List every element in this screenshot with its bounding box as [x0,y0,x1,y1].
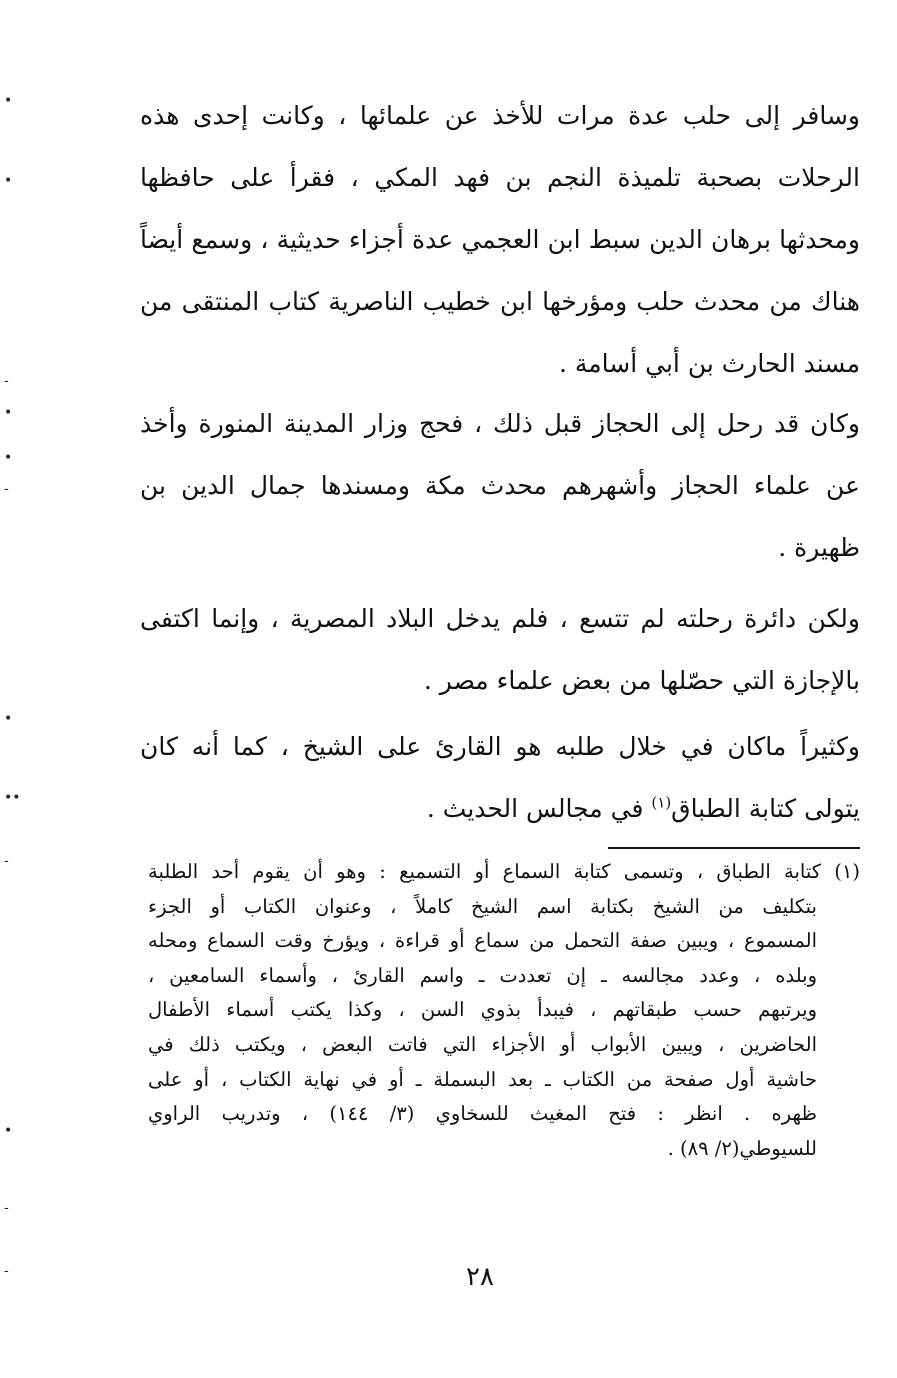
footnote-separator [608,847,860,849]
scan-mark: - [4,1263,9,1279]
scan-mark: • [4,173,13,189]
paragraph-line: ظهيرة . [778,533,860,562]
paragraph-line: وسافر إلى حلب عدة مرات للأخذ عن علمائها ، وكانت إحدى هذه [140,101,860,130]
scan-mark: •• [4,790,21,806]
paragraph-line: عن علماء الحجاز وأشهرهم محدث مكة ومسندها جمال الدين بن [140,471,860,500]
paragraph-line: مسند الحارث بن أبي أسامة . [558,349,860,378]
footnote-line: المسموع ، ويبين صفة التحمل من سماع أو قراءة ، ويؤرخ وقت السماع ومحله [148,929,817,953]
footnote-line: وبلده ، وعدد مجالسه ـ إن تعددت ـ واسم القارئ ، وأسماء السامعين ، [148,963,817,987]
footnote [148,855,860,1166]
scan-mark: • [4,711,13,727]
scan-mark: - [4,373,9,389]
paragraph-line: الرحلات بصحبة تلميذة النجم بن فهد المكي ، فقرأ على حافظها [140,163,860,192]
footnote-line: الحاضرين ، ويبين الأبواب أو الأجزاء التي فاتت البعض ، ويكتب ذلك في [148,1032,817,1056]
scan-mark: • [4,93,13,109]
scan-mark: • [4,450,13,466]
footnote-line: ظهره . انظر : فتح المغيث للسخاوي (٣/ ١٤٤) ، وتدريب الراوي [148,1102,817,1126]
footnote-line: ويرتبهم حسب طبقاتهم ، فيبدأ بذوي السن ، وكذا يكتب أسماء الأطفال [148,998,817,1022]
paragraph-line: ولكن دائرة رحلته لم تتسع ، فلم يدخل البلاد المصرية ، وإنما اكتفى [140,604,860,633]
paragraph-2 [140,393,860,579]
paragraph-1 [140,85,860,395]
footnote-line: حاشية أول صفحة من الكتاب ـ بعد البسملة ـ أو في نهاية الكتاب ، أو على [148,1067,817,1091]
paragraph-4 [140,716,860,840]
scan-mark: • [4,405,13,421]
paragraph-line: وكثيراً ماكان في خلال طلبه هو القارئ على الشيخ ، كما أنه كان [140,732,860,761]
paragraph-line: بالإجازة التي حصّلها من بعض علماء مصر . [423,666,860,695]
page-number: ٢٨ [466,1262,494,1292]
footnote-reference[interactable]: (١) [651,793,672,812]
paragraph-line [140,778,860,840]
scan-mark: - [4,1200,9,1216]
scan-mark: - [4,481,9,497]
paragraph-text: يتولى كتابة الطباق [671,794,860,823]
footnote-line: (١) كتابة الطباق ، وتسمى كتابة السماع أو التسميع : وهو أن يقوم أحد الطلبة [148,860,860,883]
footnote-line: بتكليف من الشيخ بكتابة اسم الشيخ كاملاً ، وعنوان الكتاب أو الجزء [148,894,817,918]
paragraph-line: ومحدثها برهان الدين سبط ابن العجمي عدة أجزاء حديثية ، وسمع أيضاً [140,225,860,254]
paragraph-line: وكان قد رحل إلى الحجاز قبل ذلك ، فحج وزار المدينة المنورة وأخذ [140,409,860,438]
paragraph-3 [140,588,860,712]
paragraph-line: هناك من محدث حلب ومؤرخها ابن خطيب الناصرية كتاب المنتقى من [140,287,860,316]
paragraph-text: في مجالس الحديث . [426,794,652,823]
footnote-line: للسيوطي(٢/ ٨٩) . [667,1136,817,1160]
scan-mark: - [4,853,9,869]
scan-mark: • [4,1123,13,1139]
